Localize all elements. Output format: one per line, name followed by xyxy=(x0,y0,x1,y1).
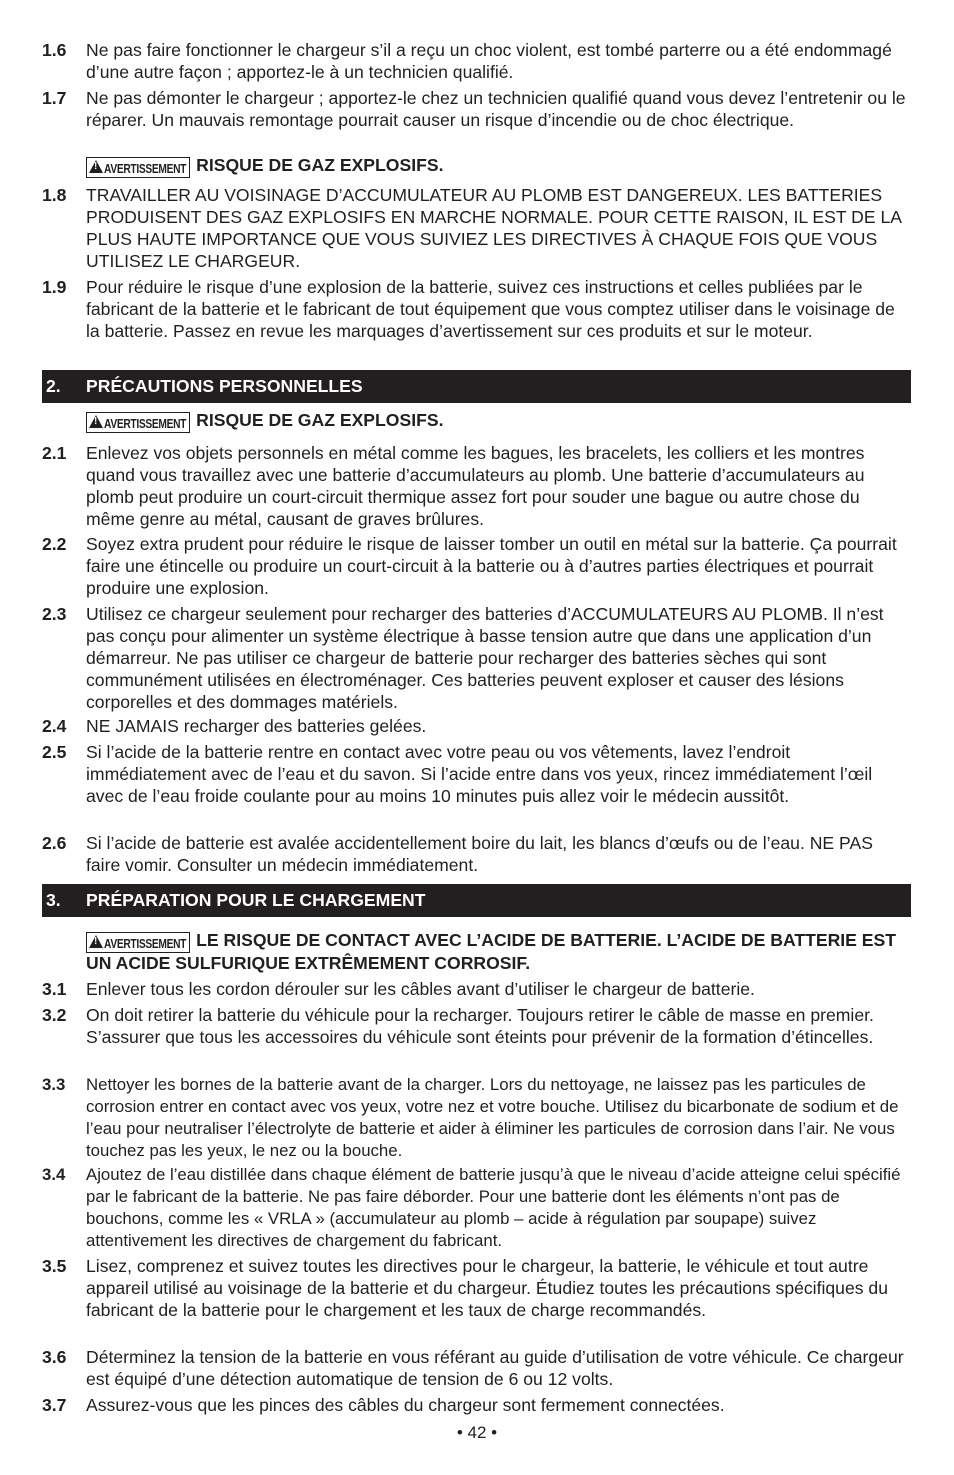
section-title: PRÉCAUTIONS PERSONNELLES xyxy=(86,376,363,396)
list-item-2-5 xyxy=(42,741,912,807)
warning-badge: !AVERTISSEMENT xyxy=(86,157,190,178)
list-item-2-6 xyxy=(42,832,912,876)
item-text: Ne pas faire fonctionner le chargeur s’il a reçu un choc violent, est tombé parterre ou a été endommagé d’une autre façon ; apportez-le à un technicien qualifié. xyxy=(86,40,892,82)
warning-badge: !AVERTISSEMENT xyxy=(86,932,190,953)
item-text: NE JAMAIS recharger des batteries gelées. xyxy=(86,716,427,736)
warning-explosive-gas-1 xyxy=(86,155,912,178)
item-number: 2.3 xyxy=(42,604,67,624)
item-text: TRAVAILLER AU VOISINAGE D’ACCUMULATEUR AU PLOMB EST DANGEREUX. LES BATTERIES PRODUISENT DES GAZ EXPLOSIFS EN MARCHE NORMALE. POUR CETTE RAISON, IL EST DE LA PLUS HAUTE IMPORTANCE QUE VOUS SUIVIEZ LES DIRECTIVES À CHAQUE FOIS QUE VOUS UTILISEZ LE CHARGEUR. xyxy=(86,185,902,271)
list-item-3-3 xyxy=(42,1074,912,1162)
warning-triangle-icon xyxy=(89,415,103,428)
item-text: Ajoutez de l’eau distillée dans chaque élément de batterie jusqu’à que le niveau d’acide atteigne celui spécifié par le fabricant de la batterie. Ne pas faire déborder. Pour une batterie dont les éléments n’ont pas de bouchons, comme les « VRLA » (accumulateur au plomb – acide à régulation par soupape) suivez attentivement les directives de chargement du fabricant. xyxy=(86,1165,901,1250)
item-number: 3.3 xyxy=(42,1075,66,1094)
list-item-2-3 xyxy=(42,603,912,713)
list-item-1-8 xyxy=(42,184,912,272)
list-item-3-6 xyxy=(42,1346,912,1390)
warning-battery-acid xyxy=(86,930,912,974)
item-text: Nettoyer les bornes de la batterie avant de la charger. Lors du nettoyage, ne laissez pas les particules de corrosion entrer en contact avec vos yeux, votre nez et votre bouche. Utilisez du bicarbonate de sodium et de l’eau pour neutraliser l’électrolyte de batterie et aider à éliminer les particules de corrosion dans l’air. Ne vous touchez pas les yeux, le nez ou la bouche. xyxy=(86,1075,899,1160)
section-number: 2. xyxy=(46,376,61,396)
list-item-1-9 xyxy=(42,276,912,342)
list-item-2-1 xyxy=(42,442,912,530)
item-text: Pour réduire le risque d’une explosion de la batterie, suivez ces instructions et celles publiées par le fabricant de la batterie et le fabricant de tout équipement que vous comptez utiliser dans le voisinage de la batterie. Passez en revue les marquages d’avertissement sur ces produits et sur le moteur. xyxy=(86,277,895,341)
item-text: Soyez extra prudent pour réduire le risque de laisser tomber un outil en métal sur la batterie. Ça pourrait faire une étincelle ou produire un court-circuit à la batterie ou à d’autres parties électriques et pourrait produire une explosion. xyxy=(86,534,897,598)
item-text: Lisez, comprenez et suivez toutes les directives pour le chargeur, la batterie, le véhicule et tout autre appareil utilisé au voisinage de la batterie et du chargeur. Étudiez toutes les précautions spécifiques du fabricant de la batterie pour le chargement et les taux de charge recommandés. xyxy=(86,1256,889,1320)
item-text: Enlevez vos objets personnels en métal comme les bagues, les bracelets, les colliers et les montres quand vous travaillez avec une batterie d’accumulateurs au plomb. Une batterie d’accumulateurs au plomb peut produire un court-circuit thermique assez fort pour souder une bague ou autre chose du même genre au métal, causant de graves brûlures. xyxy=(86,443,865,529)
list-item-3-5 xyxy=(42,1255,912,1321)
item-number: 3.5 xyxy=(42,1256,67,1276)
item-text: Enlever tous les cordon dérouler sur les câbles avant d’utiliser le chargeur de batterie. xyxy=(86,979,755,999)
list-item-3-1 xyxy=(42,978,912,1000)
list-item-3-4 xyxy=(42,1164,912,1252)
list-item-2-2 xyxy=(42,533,912,599)
item-number: 2.6 xyxy=(42,833,67,853)
warning-text: RISQUE DE GAZ EXPLOSIFS. xyxy=(196,155,444,175)
page-number: • 42 • xyxy=(456,1423,498,1442)
item-number: 3.6 xyxy=(42,1347,67,1367)
item-number: 1.6 xyxy=(42,40,67,60)
list-item-3-2 xyxy=(42,1004,912,1048)
item-text: Utilisez ce chargeur seulement pour recharger des batteries d’ACCUMULATEURS AU PLOMB. Il n’est pas conçu pour alimenter un système électrique à basse tension autre que dans une application d’un démarreur. Ne pas utiliser ce chargeur de batterie pour recharger des batteries sèches qui sont communément utilisées en électroménager. Ces batteries peuvent exploser et causer des lésions corporelles et des dommages matériels. xyxy=(86,604,884,712)
list-item-2-4 xyxy=(42,715,912,737)
warning-badge: !AVERTISSEMENT xyxy=(86,412,190,433)
item-text: Si l’acide de batterie est avalée accidentellement boire du lait, les blancs d’œufs ou de l’eau. NE PAS faire vomir. Consulter un médecin immédiatement. xyxy=(86,833,873,875)
item-text: On doit retirer la batterie du véhicule pour la recharger. Toujours retirer le câble de masse en premier. S’assurer que tous les accessoires du véhicule sont éteints pour prévenir de la formation d’étincelles. xyxy=(86,1005,874,1047)
item-number: 1.9 xyxy=(42,277,67,297)
section-header-3 xyxy=(42,884,911,917)
item-number: 2.2 xyxy=(42,534,67,554)
list-item-3-7 xyxy=(42,1394,912,1416)
section-title: PRÉPARATION POUR LE CHARGEMENT xyxy=(86,890,426,910)
item-text: Si l’acide de la batterie rentre en contact avec votre peau ou vos vêtements, lavez l’endroit immédiatement avec de l’eau et du savon. Si l’acide entre dans vos yeux, rincez immédiatement l’œil avec de l’eau froide coulante pour au moins 10 minutes puis allez voir le médecin aussitôt. xyxy=(86,742,873,806)
warning-triangle-icon xyxy=(89,935,103,948)
item-number: 3.7 xyxy=(42,1395,67,1415)
warning-text: RISQUE DE GAZ EXPLOSIFS. xyxy=(196,410,444,430)
list-item-1-6 xyxy=(42,39,912,83)
item-text: Ne pas démonter le chargeur ; apportez-le chez un technicien qualifié quand vous devez l’entretenir ou le réparer. Un mauvais remontage pourrait causer un risque d’incendie ou de choc électrique. xyxy=(86,88,906,130)
item-text: Déterminez la tension de la batterie en vous référant au guide d’utilisation de votre véhicule. Ce chargeur est équipé d’une détection automatique de tension de 6 ou 12 volts. xyxy=(86,1347,904,1389)
section-number: 3. xyxy=(46,890,61,910)
item-number: 3.4 xyxy=(42,1165,66,1184)
item-text: Assurez-vous que les pinces des câbles du chargeur sont fermement connectées. xyxy=(86,1395,725,1415)
warning-text: LE RISQUE DE CONTACT AVEC L’ACIDE DE BATTERIE. L’ACIDE DE BATTERIE EST UN ACIDE SULFURIQUE EXTRÊMEMENT CORROSIF. xyxy=(86,930,897,973)
warning-explosive-gas-2 xyxy=(86,410,912,433)
item-number: 3.1 xyxy=(42,979,67,999)
item-number: 2.4 xyxy=(42,716,67,736)
section-header-2 xyxy=(42,370,911,403)
item-number: 2.5 xyxy=(42,742,67,762)
list-item-1-7 xyxy=(42,87,912,131)
item-number: 3.2 xyxy=(42,1005,67,1025)
item-number: 1.8 xyxy=(42,185,67,205)
item-number: 1.7 xyxy=(42,88,67,108)
item-number: 2.1 xyxy=(42,443,67,463)
warning-triangle-icon xyxy=(89,160,103,173)
